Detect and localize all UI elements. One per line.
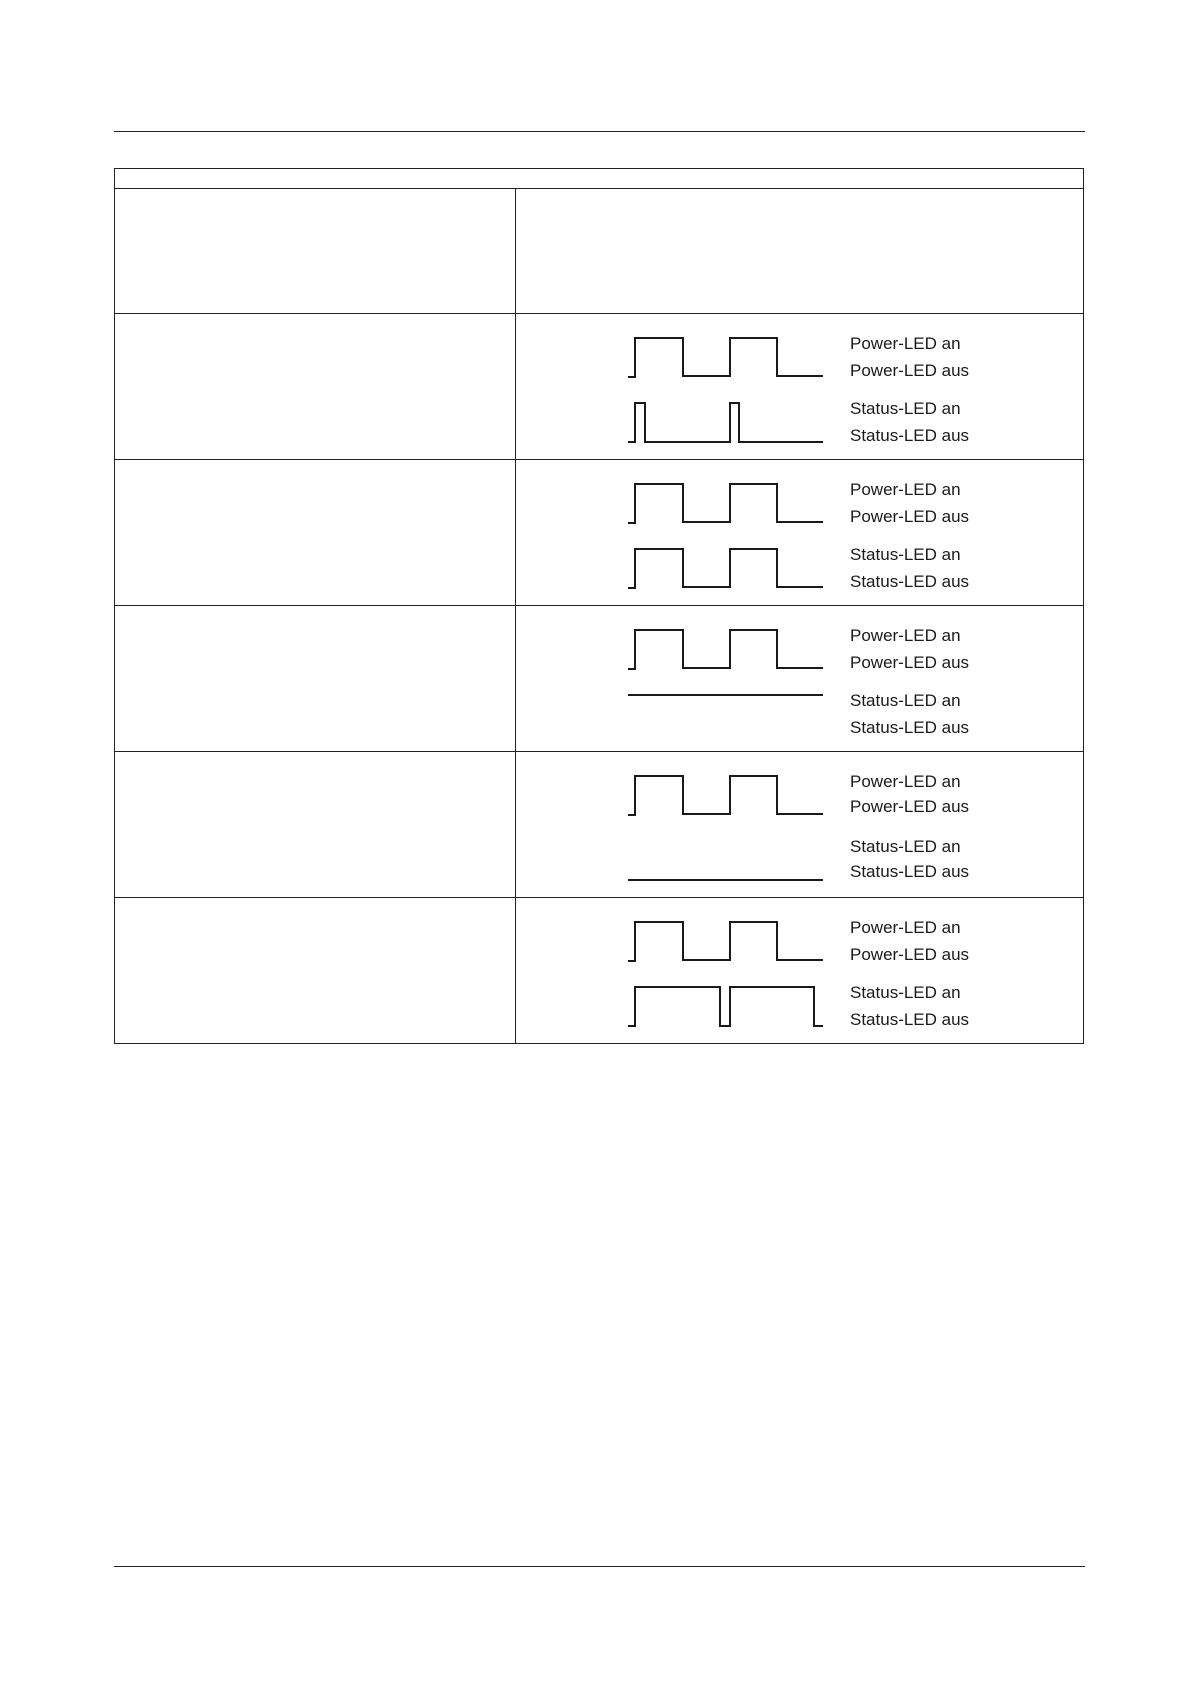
power-led-off-label: Power-LED aus (850, 361, 970, 380)
status-led-off-label: Status-LED aus (850, 572, 970, 591)
power-led-on-label: Power-LED an (850, 772, 961, 791)
power-led-waveform (628, 922, 823, 961)
led-timing-diagram (516, 606, 1084, 751)
table-cell-display (516, 898, 1083, 1045)
header-rule (114, 131, 1085, 132)
power-led-on-label: Power-LED an (850, 918, 961, 937)
table-row-header (115, 189, 1083, 314)
status-led-off-label: Status-LED aus (850, 862, 970, 881)
led-timing-diagram (516, 898, 1084, 1045)
table-cell-description (115, 752, 515, 897)
power-led-on-label: Power-LED an (850, 334, 961, 353)
status-led-off-label: Status-LED aus (850, 718, 970, 737)
power-led-off-label: Power-LED aus (850, 507, 970, 526)
status-led-on-label: Status-LED an (850, 399, 961, 418)
table-cell-description (115, 189, 515, 313)
table-row (115, 314, 1083, 460)
table-row (115, 752, 1083, 898)
footer-rule (114, 1566, 1085, 1567)
table-row (115, 460, 1083, 606)
power-led-on-label: Power-LED an (850, 626, 961, 645)
power-led-waveform (628, 776, 823, 815)
status-led-waveform (628, 549, 823, 588)
table-header-row (115, 169, 1083, 189)
led-status-table (114, 168, 1084, 1044)
led-timing-diagram (516, 460, 1084, 605)
table-cell-description (115, 460, 515, 605)
power-led-off-label: Power-LED aus (850, 797, 970, 816)
led-timing-diagram (516, 752, 1084, 897)
table-cell-display (516, 314, 1083, 459)
table-row (115, 898, 1083, 1045)
table-row (115, 606, 1083, 752)
power-led-off-label: Power-LED aus (850, 653, 970, 672)
power-led-waveform (628, 630, 823, 669)
status-led-off-label: Status-LED aus (850, 1010, 970, 1029)
status-led-on-label: Status-LED an (850, 545, 961, 564)
table-cell-display (516, 606, 1083, 751)
table-cell-display (516, 752, 1083, 897)
table-cell-description (115, 314, 515, 459)
power-led-on-label: Power-LED an (850, 480, 961, 499)
table-cell-display (516, 189, 1083, 313)
status-led-waveform (628, 987, 823, 1026)
status-led-on-label: Status-LED an (850, 691, 961, 710)
status-led-on-label: Status-LED an (850, 837, 961, 856)
status-led-waveform (628, 403, 823, 442)
table-cell-description (115, 898, 515, 1045)
power-led-off-label: Power-LED aus (850, 945, 970, 964)
power-led-waveform (628, 484, 823, 523)
status-led-on-label: Status-LED an (850, 983, 961, 1002)
power-led-waveform (628, 338, 823, 377)
table-cell-description (115, 606, 515, 751)
table-cell-display (516, 460, 1083, 605)
led-timing-diagram (516, 314, 1084, 459)
status-led-off-label: Status-LED aus (850, 426, 970, 445)
